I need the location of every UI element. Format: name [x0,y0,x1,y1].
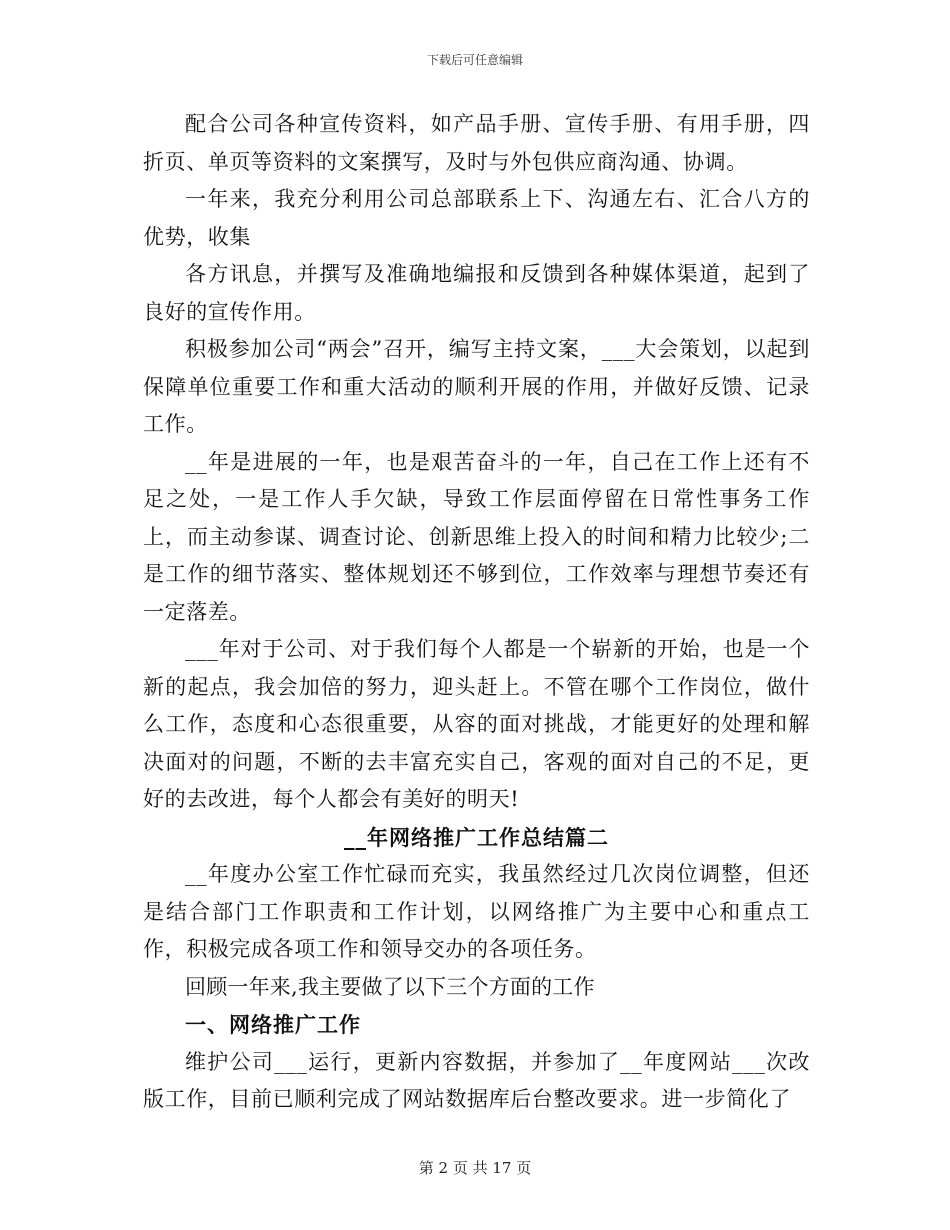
paragraph-review: 回顾一年来,我主要做了以下三个方面的工作 [185,974,595,999]
paragraph-collect-advantage: 一年来，我充分利用公司总部联系上下、沟通左右、汇合八方的优势，收集 [143,187,810,249]
page-header: 下载后可任意编辑 [426,53,523,67]
subheading-network-promotion: 一、网络推广工作 [185,1012,361,1037]
document-body [143,106,810,1119]
section-title: __年网络推广工作总结篇二 [344,824,609,850]
paragraph-website-maintenance: 维护公司___运行，更新内容数据，并参加了__年度网站___次改版工作，目前已顺利完成了网站数据库后台整改要求。进一步简化了 [143,1049,810,1111]
page-number-footer: 第 2 页 共 17 页 [418,1159,532,1177]
paragraph-office-work: __年度办公室工作忙碌而充实，我虽然经过几次岗位调整，但还是结合部门工作职责和工作计划，以网络推广为主要中心和重点工作，积极完成各项工作和领导交办的各项任务。 [143,862,810,961]
paragraph-publicity-materials: 配合公司各种宣传资料，如产品手册、宣传手册、有用手册，四折页、单页等资料的文案撰写，及时与外包供应商沟通、协调。 [143,112,810,174]
paragraph-new-start: ___年对于公司、对于我们每个人都是一个崭新的开始，也是一个新的起点，我会加倍的努力，迎头赶上。不管在哪个工作岗位，做什么工作，态度和心态很重要，从容的面对挑战，才能更好的处理和解决面对的问题，不断的去丰富充实自己，客观的面对自己的不足，更好的去改进，每个人都会有美好的明天! [143,637,810,811]
paragraph-two-meetings: 积极参加公司“两会”召开，编写主持文案，___大会策划，以起到保障单位重要工作和重大活动的顺利开展的作用，并做好反馈、记录工作。 [143,337,810,436]
paragraph-shortcomings: __年是进展的一年，也是艰苦奋斗的一年，自己在工作上还有不足之处，一是工作人手欠缺，导致工作层面停留在日常性事务工作上，而主动参谋、调查讨论、创新思维上投入的时间和精力比较少;二是工作的细节落实、整体规划还不够到位，工作效率与理想节奏还有一定落差。 [143,449,810,624]
paragraph-media-channels: 各方讯息，并撰写及准确地编报和反馈到各种媒体渠道，起到了良好的宣传作用。 [143,262,810,324]
